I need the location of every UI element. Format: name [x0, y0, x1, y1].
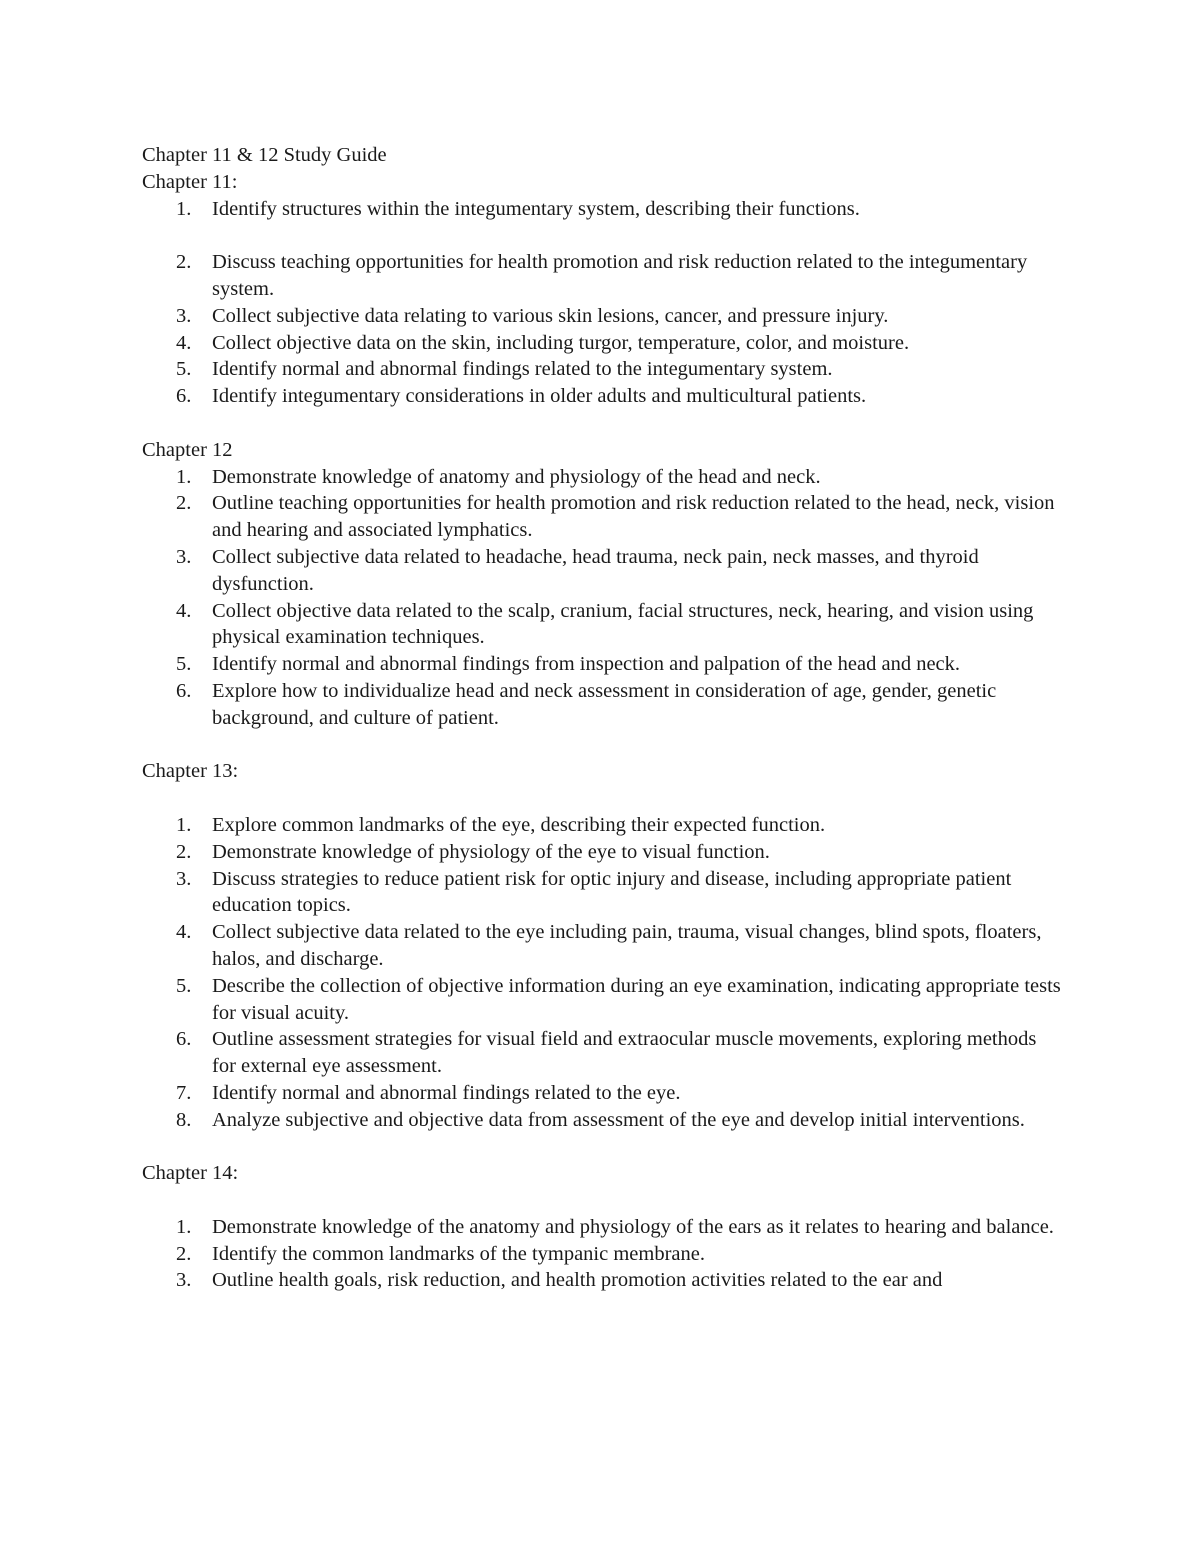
section-heading-chapter-14: Chapter 14:	[142, 1162, 239, 1185]
list-text: Discuss teaching opportunities for health promotion and risk reduction related to the integumentary system.	[212, 251, 1028, 300]
list-number: 3.	[176, 304, 192, 327]
list-number: 3.	[176, 545, 192, 568]
list-text: Identify structures within the integumentary system, describing their functions.	[212, 197, 860, 220]
list-item	[142, 651, 1062, 678]
list-number: 4.	[176, 599, 192, 622]
list-item	[142, 812, 1062, 839]
list-number: 5.	[176, 653, 192, 676]
list-text: Discuss strategies to reduce patient risk for optic injury and disease, including appropriate patient education topics.	[212, 867, 1012, 917]
list-text: Outline health goals, risk reduction, and health promotion activities related to the ear and	[212, 1269, 943, 1292]
list-item	[142, 598, 1062, 652]
list-text: Identify the common landmarks of the tympanic membrane.	[212, 1242, 705, 1265]
list-item	[142, 839, 1062, 866]
list-number: 7.	[176, 1081, 192, 1104]
list-number: 1.	[176, 1215, 192, 1238]
list-text: Identify normal and abnormal findings from inspection and palpation of the head and neck.	[212, 653, 961, 676]
list-number: 5.	[176, 974, 192, 997]
list-number: 4.	[176, 331, 192, 354]
list-item	[142, 356, 1062, 383]
list-text: Identify integumentary considerations in older adults and multicultural patients.	[212, 385, 867, 408]
list-text: Demonstrate knowledge of anatomy and physiology of the head and neck.	[212, 465, 821, 488]
list-text: Describe the collection of objective information during an eye examination, indicating appropriate tests for visual acuity.	[212, 974, 1061, 1024]
list-item	[142, 249, 1062, 303]
document-title: Chapter 11 & 12 Study Guide	[142, 144, 387, 166]
list-text: Explore common landmarks of the eye, describing their expected function.	[212, 813, 826, 836]
list-number: 2.	[176, 840, 192, 863]
list-number: 6.	[176, 385, 192, 408]
chapter-12-objectives-list	[142, 464, 1062, 732]
list-item	[142, 490, 1062, 544]
list-number: 3.	[176, 1269, 192, 1292]
list-number: 2.	[176, 1242, 192, 1265]
list-number: 1.	[176, 813, 192, 836]
list-item	[142, 383, 1062, 410]
list-item	[142, 1080, 1062, 1107]
list-number: 8.	[176, 1108, 192, 1131]
list-item	[142, 678, 1062, 732]
chapter-14-objectives-list	[142, 1214, 1062, 1294]
list-item	[142, 866, 1062, 920]
list-item	[142, 1267, 1062, 1294]
spacer	[142, 732, 1062, 759]
list-item	[142, 464, 1062, 491]
list-text: Collect subjective data relating to various skin lesions, cancer, and pressure injury.	[212, 304, 889, 327]
list-text: Collect objective data related to the scalp, cranium, facial structures, neck, hearing, and vision using physical examination techniques.	[212, 599, 1034, 649]
list-item	[142, 1241, 1062, 1268]
list-text: Outline assessment strategies for visual field and extraocular muscle movements, exploring methods for external eye assessment.	[212, 1028, 1037, 1078]
list-item	[142, 1214, 1062, 1241]
spacer	[142, 785, 1062, 812]
list-text: Identify normal and abnormal findings related to the integumentary system.	[212, 358, 833, 381]
list-text: Analyze subjective and objective data from assessment of the eye and develop initial interventions.	[212, 1108, 1025, 1131]
list-number: 5.	[176, 358, 192, 381]
list-number: 2.	[176, 251, 192, 274]
spacer	[142, 222, 1062, 249]
list-item	[142, 196, 1062, 223]
list-number: 1.	[176, 197, 192, 220]
list-text: Collect objective data on the skin, including turgor, temperature, color, and moisture.	[212, 331, 910, 354]
spacer	[142, 410, 1062, 437]
section-heading-chapter-11: Chapter 11:	[142, 170, 238, 193]
list-item	[142, 1107, 1062, 1134]
list-item	[142, 544, 1062, 598]
list-item	[142, 330, 1062, 357]
chapter-13-objectives-list	[142, 812, 1062, 1134]
list-item	[142, 303, 1062, 330]
list-number: 6.	[176, 1028, 192, 1051]
document-content	[142, 142, 1062, 1294]
list-item	[142, 919, 1062, 973]
list-number: 6.	[176, 679, 192, 702]
list-number: 2.	[176, 492, 192, 515]
list-number: 1.	[176, 465, 192, 488]
list-item	[142, 973, 1062, 1027]
list-text: Explore how to individualize head and neck assessment in consideration of age, gender, genetic background, and culture of patient.	[212, 679, 997, 729]
spacer	[142, 1187, 1062, 1214]
list-text: Identify normal and abnormal findings related to the eye.	[212, 1081, 681, 1104]
list-text: Collect subjective data related to the eye including pain, trauma, visual changes, blind spots, floaters, halos, and discharge.	[212, 921, 1042, 970]
spacer	[142, 1133, 1062, 1160]
list-text: Outline teaching opportunities for health promotion and risk reduction related to the head, neck, vision and hearing and associated lymphatics.	[212, 492, 1055, 542]
list-text: Demonstrate knowledge of physiology of the eye to visual function.	[212, 840, 770, 863]
list-item	[142, 1026, 1062, 1080]
list-number: 3.	[176, 867, 192, 890]
list-text: Collect subjective data related to headache, head trauma, neck pain, neck masses, and thyroid dysfunction.	[212, 545, 979, 595]
list-number: 4.	[176, 921, 192, 944]
section-heading-chapter-12: Chapter 12	[142, 438, 233, 461]
chapter-11-objectives-list	[142, 196, 1062, 410]
section-heading-chapter-13: Chapter 13:	[142, 760, 239, 783]
list-text: Demonstrate knowledge of the anatomy and physiology of the ears as it relates to hearing and balance.	[212, 1215, 1054, 1238]
